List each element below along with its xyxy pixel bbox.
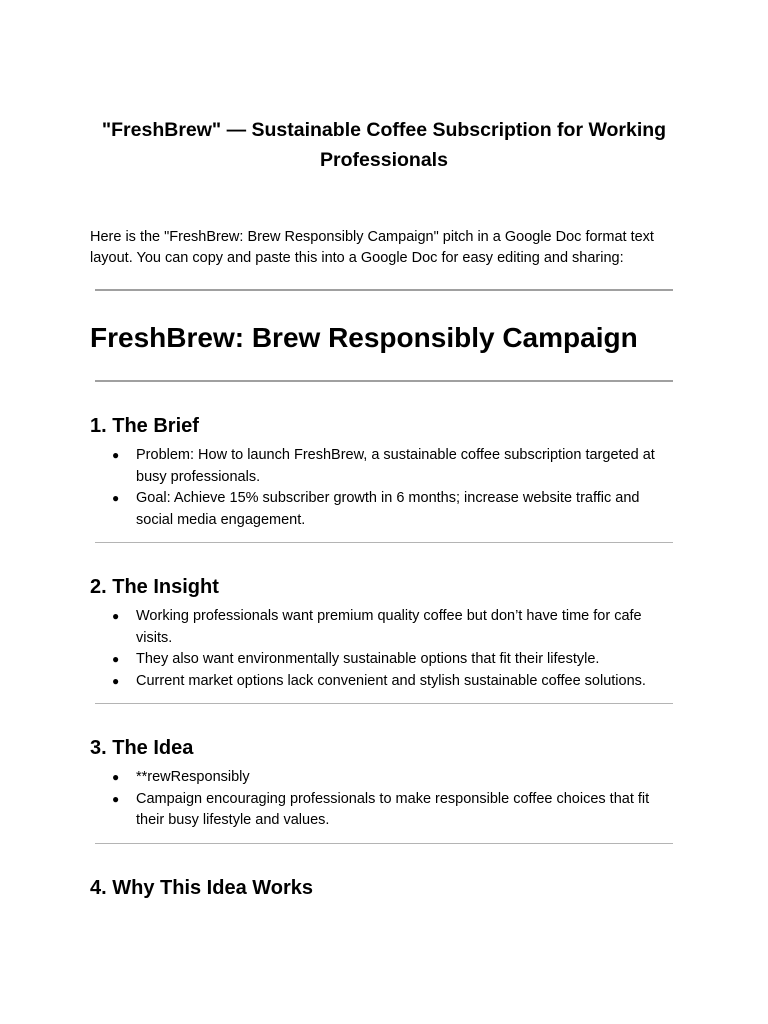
bullet-icon: ● xyxy=(112,491,120,505)
document-title: "FreshBrew" — Sustainable Coffee Subscription for Working Professionals xyxy=(101,119,667,171)
list-item xyxy=(90,767,678,789)
bullet-icon: ● xyxy=(112,673,120,688)
list-item xyxy=(90,606,678,649)
campaign-heading: FreshBrew: Brew Responsibly Campaign xyxy=(90,322,638,353)
section-divider xyxy=(95,542,673,543)
bullet-list-idea xyxy=(90,767,678,832)
section-title-insight: 2. The Insight xyxy=(90,576,219,598)
section-divider xyxy=(95,703,673,704)
bullet-icon: ● xyxy=(112,448,120,462)
list-item xyxy=(90,488,678,531)
section-divider xyxy=(95,843,673,844)
list-item xyxy=(90,671,678,693)
section-title-why-it-works: 4. Why This Idea Works xyxy=(90,876,314,899)
bullet-icon: ● xyxy=(112,770,120,784)
list-item-text: Goal: Achieve 15% subscriber growth in 6 months; increase website traffic and social media engagement. xyxy=(136,490,640,528)
bullet-list-brief xyxy=(90,445,678,531)
list-item xyxy=(90,649,678,671)
horizontal-rule xyxy=(95,289,673,291)
bullet-list-insight xyxy=(90,606,678,692)
bullet-icon: ● xyxy=(112,652,120,666)
list-item-text: Working professionals want premium quality coffee but don’t have time for cafe visits. xyxy=(136,608,642,646)
bullet-icon: ● xyxy=(112,791,120,806)
list-item-text: Problem: How to launch FreshBrew, a sustainable coffee subscription targeted at busy professionals. xyxy=(136,447,655,485)
list-item xyxy=(90,445,678,488)
horizontal-rule xyxy=(95,380,673,382)
intro-paragraph: Here is the "FreshBrew: Brew Responsibly Campaign" pitch in a Google Doc format text layout. You can copy and paste this into a Google Doc for easy editing and sharing: xyxy=(90,229,654,266)
list-item-text: Campaign encouraging professionals to make responsible coffee choices that fit their busy lifestyle and values. xyxy=(136,790,650,828)
section-title-brief: 1. The Brief xyxy=(90,415,199,437)
list-item xyxy=(90,789,678,832)
list-item-text: They also want environmentally sustainable options that fit their lifestyle. xyxy=(136,651,600,667)
section-title-idea: 3. The Idea xyxy=(90,737,194,759)
list-item-text: Current market options lack convenient and stylish sustainable coffee solutions. xyxy=(136,672,646,689)
bullet-icon: ● xyxy=(112,609,120,623)
list-item-text: **rewResponsibly xyxy=(136,769,250,785)
